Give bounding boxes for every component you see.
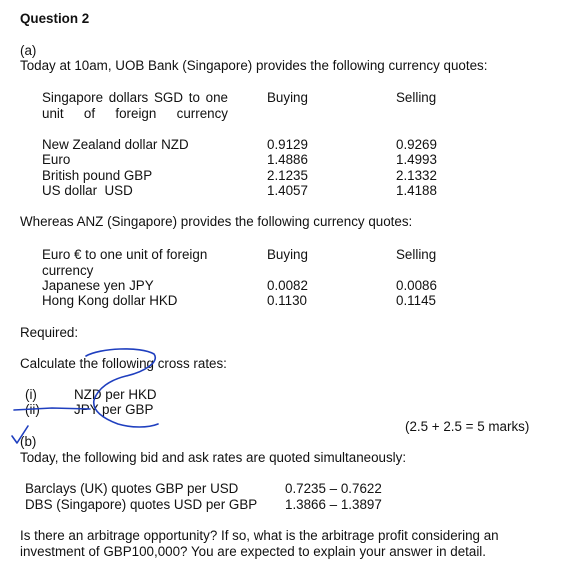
part-a-label: (a) xyxy=(20,43,37,58)
quote-bank: DBS (Singapore) quotes USD per GBP xyxy=(25,497,258,512)
anz-row-selling: 0.1145 xyxy=(396,293,436,308)
uob-row-selling: 0.9269 xyxy=(396,137,437,152)
anz-header-selling: Selling xyxy=(396,247,437,262)
uob-header-description-text: Singapore dollars SGD to one unit of foreign currency xyxy=(42,90,228,121)
item-number: (ii) xyxy=(25,402,40,417)
uob-row-currency: Euro xyxy=(42,152,71,167)
question-title: Question 2 xyxy=(20,11,90,26)
anz-row-buying: 0.1130 xyxy=(267,293,307,308)
anz-row-selling: 0.0086 xyxy=(396,278,437,293)
quote-bank: Barclays (UK) quotes GBP per USD xyxy=(25,481,239,496)
anz-header-description xyxy=(42,247,228,278)
uob-header-selling: Selling xyxy=(396,90,437,105)
uob-row-buying: 1.4057 xyxy=(267,183,308,198)
uob-row-currency: New Zealand dollar NZD xyxy=(42,137,189,152)
anz-header-buying: Buying xyxy=(267,247,308,262)
anz-row-currency: Hong Kong dollar HKD xyxy=(42,293,178,308)
item-number: (i) xyxy=(25,387,37,402)
item-text: NZD per HKD xyxy=(74,387,157,402)
anz-intro: Whereas ANZ (Singapore) provides the following currency quotes: xyxy=(20,214,413,229)
uob-row-buying: 1.4886 xyxy=(267,152,308,167)
required-label: Required: xyxy=(20,325,79,340)
anz-row-currency: Japanese yen JPY xyxy=(42,278,154,293)
uob-row-selling: 2.1332 xyxy=(396,168,437,183)
uob-row-buying: 0.9129 xyxy=(267,137,308,152)
item-text: JPY per GBP xyxy=(74,402,154,417)
part-a-intro: Today at 10am, UOB Bank (Singapore) provides the following currency quotes: xyxy=(20,58,488,73)
anz-row-buying: 0.0082 xyxy=(267,278,308,293)
uob-row-buying: 2.1235 xyxy=(267,168,308,183)
uob-header-description xyxy=(42,90,228,121)
uob-row-currency: British pound GBP xyxy=(42,168,153,183)
uob-header-buying: Buying xyxy=(267,90,308,105)
marks-text: (2.5 + 2.5 = 5 marks) xyxy=(405,419,530,434)
instruction-text: Calculate the following cross rates: xyxy=(20,356,227,371)
uob-row-selling: 1.4188 xyxy=(396,183,437,198)
part-b-intro: Today, the following bid and ask rates are quoted simultaneously: xyxy=(20,450,407,465)
quote-rate: 0.7235 – 0.7622 xyxy=(285,481,382,496)
part-b-question: Is there an arbitrage opportunity? If so, what is the arbitrage profit considering an investment of GBP100,000? You are expected to explain your answer in detail. xyxy=(20,528,499,559)
part-b-label: (b) xyxy=(20,434,37,449)
uob-row-currency: US dollar USD xyxy=(42,183,133,198)
anz-header-description-text: Euro € to one unit of foreign currency xyxy=(42,247,208,278)
quote-rate: 1.3866 – 1.3897 xyxy=(285,497,382,512)
uob-row-selling: 1.4993 xyxy=(396,152,437,167)
